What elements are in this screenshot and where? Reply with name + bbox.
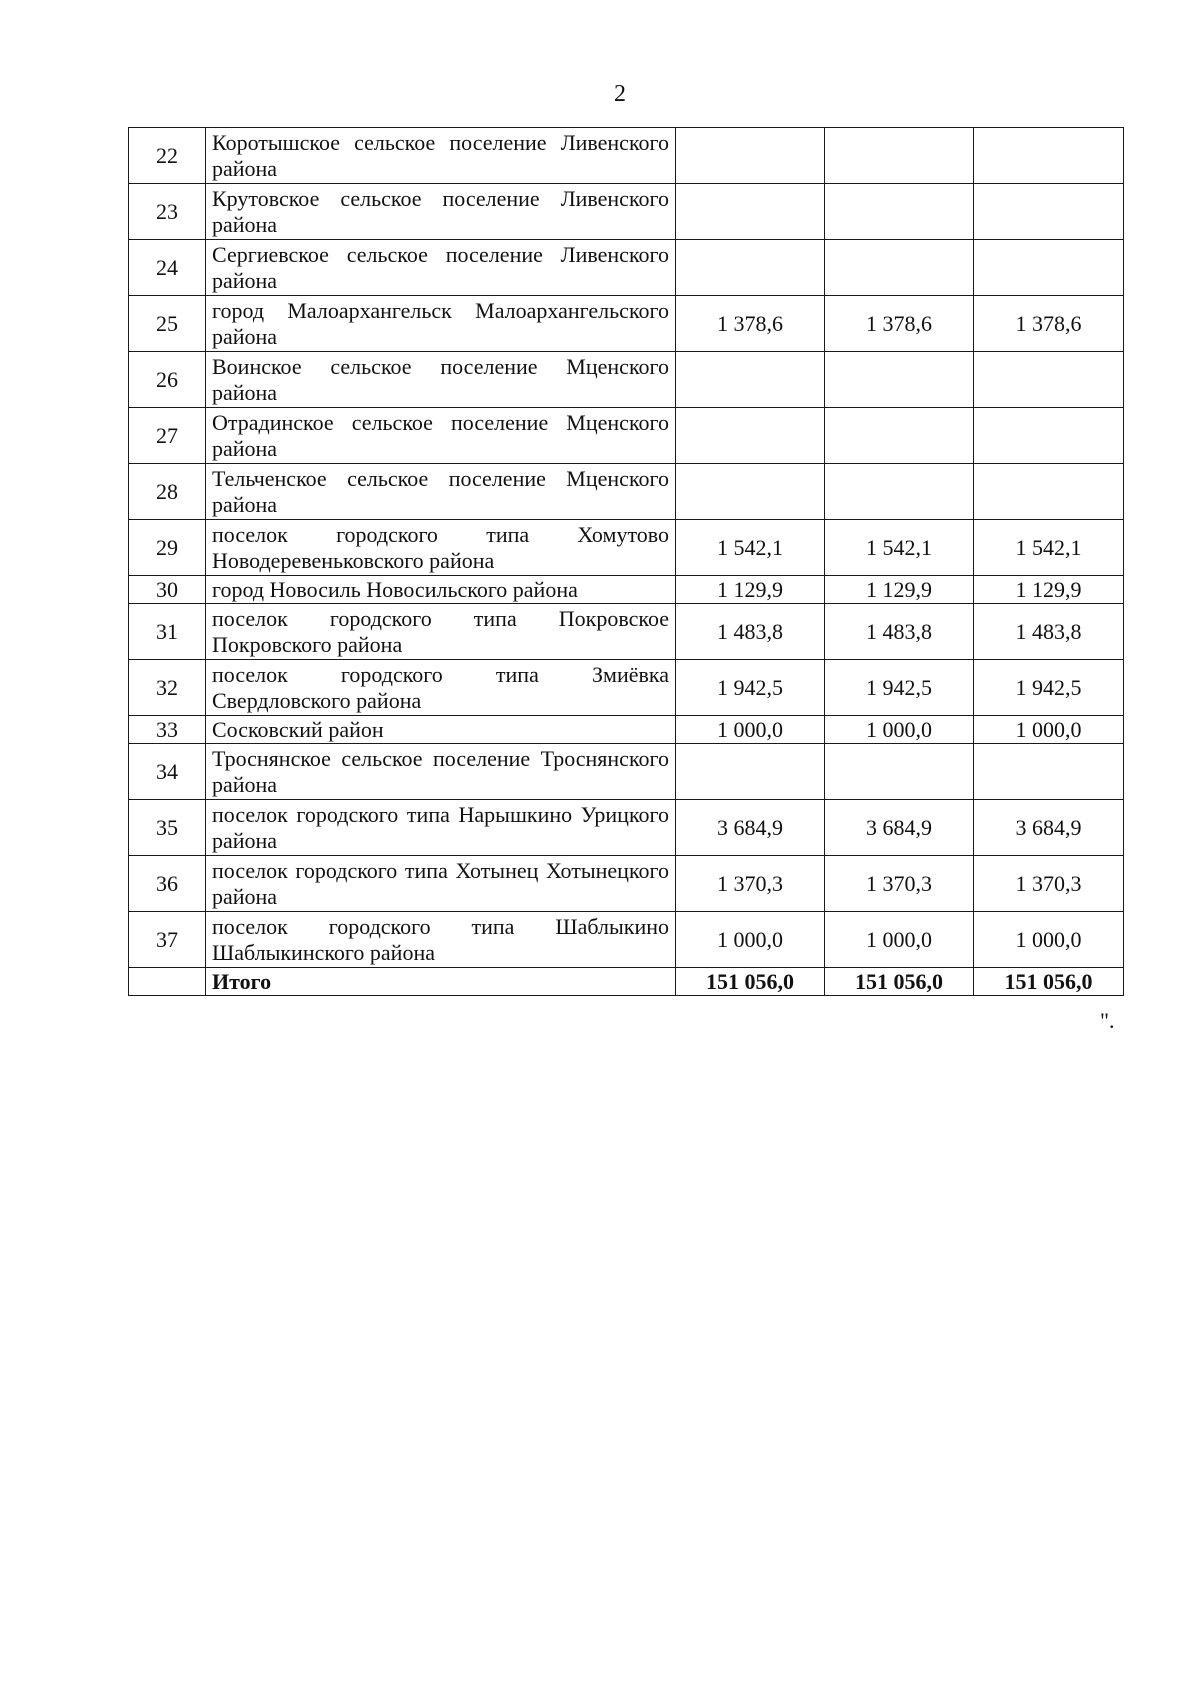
municipality-name: поселок городского типа Нарышкино Урицкого района xyxy=(206,800,676,856)
table-row xyxy=(129,660,1124,716)
value-cell-2 xyxy=(825,240,974,296)
value-cell-2: 1 000,0 xyxy=(825,716,974,744)
value-cell-1 xyxy=(676,464,825,520)
value-cell-1 xyxy=(676,240,825,296)
value-cell-2 xyxy=(825,744,974,800)
value-cell-2 xyxy=(825,184,974,240)
value-cell-2: 1 370,3 xyxy=(825,856,974,912)
value-cell-2: 1 483,8 xyxy=(825,604,974,660)
row-number: 22 xyxy=(129,128,206,184)
table-row xyxy=(129,128,1124,184)
value-cell-3: 1 378,6 xyxy=(974,296,1124,352)
table-row xyxy=(129,912,1124,968)
page-number: 2 xyxy=(614,81,626,107)
row-number: 28 xyxy=(129,464,206,520)
value-cell-3: 1 000,0 xyxy=(974,716,1124,744)
total-value-3: 151 056,0 xyxy=(974,968,1124,996)
row-number: 25 xyxy=(129,296,206,352)
value-cell-1: 1 542,1 xyxy=(676,520,825,576)
municipality-name: Троснянское сельское поселение Троснянского района xyxy=(206,744,676,800)
table-row xyxy=(129,184,1124,240)
municipality-name: Воинское сельское поселение Мценского района xyxy=(206,352,676,408)
value-cell-3 xyxy=(974,184,1124,240)
row-number: 24 xyxy=(129,240,206,296)
municipality-name: поселок городского типа Хомутово Новодеревеньковского района xyxy=(206,520,676,576)
municipality-name: город Малоархангельск Малоархангельского района xyxy=(206,296,676,352)
value-cell-2 xyxy=(825,464,974,520)
value-cell-3: 1 129,9 xyxy=(974,576,1124,604)
row-number: 36 xyxy=(129,856,206,912)
value-cell-1: 1 000,0 xyxy=(676,912,825,968)
value-cell-3: 1 483,8 xyxy=(974,604,1124,660)
municipality-name: Отрадинское сельское поселение Мценского района xyxy=(206,408,676,464)
value-cell-1 xyxy=(676,744,825,800)
value-cell-2: 3 684,9 xyxy=(825,800,974,856)
value-cell-3: 1 000,0 xyxy=(974,912,1124,968)
value-cell-1: 1 370,3 xyxy=(676,856,825,912)
municipality-name: Крутовское сельское поселение Ливенского района xyxy=(206,184,676,240)
value-cell-1: 1 129,9 xyxy=(676,576,825,604)
municipality-name: город Новосиль Новосильского района xyxy=(206,576,676,604)
value-cell-3 xyxy=(974,352,1124,408)
value-cell-2 xyxy=(825,128,974,184)
municipality-name: Сосковский район xyxy=(206,716,676,744)
value-cell-3 xyxy=(974,240,1124,296)
value-cell-3 xyxy=(974,464,1124,520)
municipality-name: поселок городского типа Покровское Покровского района xyxy=(206,604,676,660)
row-number: 23 xyxy=(129,184,206,240)
value-cell-1 xyxy=(676,352,825,408)
municipality-name: поселок городского типа Шаблыкино Шаблыкинского района xyxy=(206,912,676,968)
table-row xyxy=(129,464,1124,520)
total-row-number xyxy=(129,968,206,996)
table-row xyxy=(129,604,1124,660)
row-number: 27 xyxy=(129,408,206,464)
row-number: 32 xyxy=(129,660,206,716)
row-number: 29 xyxy=(129,520,206,576)
value-cell-1: 1 942,5 xyxy=(676,660,825,716)
total-value-2: 151 056,0 xyxy=(825,968,974,996)
row-number: 37 xyxy=(129,912,206,968)
municipality-name: Сергиевское сельское поселение Ливенского района xyxy=(206,240,676,296)
value-cell-1 xyxy=(676,408,825,464)
table-row xyxy=(129,744,1124,800)
row-number: 31 xyxy=(129,604,206,660)
table-row xyxy=(129,520,1124,576)
total-label: Итого xyxy=(206,968,676,996)
value-cell-1: 3 684,9 xyxy=(676,800,825,856)
value-cell-1 xyxy=(676,128,825,184)
value-cell-3 xyxy=(974,128,1124,184)
table-row xyxy=(129,296,1124,352)
value-cell-2 xyxy=(825,352,974,408)
row-number: 34 xyxy=(129,744,206,800)
value-cell-2: 1 378,6 xyxy=(825,296,974,352)
value-cell-1: 1 000,0 xyxy=(676,716,825,744)
table-row xyxy=(129,408,1124,464)
row-number: 26 xyxy=(129,352,206,408)
municipality-name: Тельченское сельское поселение Мценского района xyxy=(206,464,676,520)
total-row xyxy=(129,968,1124,996)
value-cell-3: 3 684,9 xyxy=(974,800,1124,856)
table-row xyxy=(129,716,1124,744)
municipality-name: Коротышское сельское поселение Ливенского района xyxy=(206,128,676,184)
value-cell-3: 1 370,3 xyxy=(974,856,1124,912)
value-cell-1: 1 378,6 xyxy=(676,296,825,352)
value-cell-2: 1 942,5 xyxy=(825,660,974,716)
total-value-1: 151 056,0 xyxy=(676,968,825,996)
value-cell-3 xyxy=(974,408,1124,464)
table-row xyxy=(129,240,1124,296)
value-cell-1 xyxy=(676,184,825,240)
row-number: 30 xyxy=(129,576,206,604)
municipality-name: поселок городского типа Змиёвка Свердловского района xyxy=(206,660,676,716)
table-row xyxy=(129,856,1124,912)
value-cell-1: 1 483,8 xyxy=(676,604,825,660)
value-cell-2: 1 542,1 xyxy=(825,520,974,576)
table-row xyxy=(129,576,1124,604)
allocation-table xyxy=(128,127,1124,996)
value-cell-2: 1 129,9 xyxy=(825,576,974,604)
value-cell-2: 1 000,0 xyxy=(825,912,974,968)
municipality-name: поселок городского типа Хотынец Хотынецкого района xyxy=(206,856,676,912)
closing-quote-mark: ". xyxy=(1100,1008,1115,1033)
value-cell-3: 1 942,5 xyxy=(974,660,1124,716)
value-cell-2 xyxy=(825,408,974,464)
table-row xyxy=(129,352,1124,408)
value-cell-3: 1 542,1 xyxy=(974,520,1124,576)
row-number: 33 xyxy=(129,716,206,744)
row-number: 35 xyxy=(129,800,206,856)
table-row xyxy=(129,800,1124,856)
value-cell-3 xyxy=(974,744,1124,800)
